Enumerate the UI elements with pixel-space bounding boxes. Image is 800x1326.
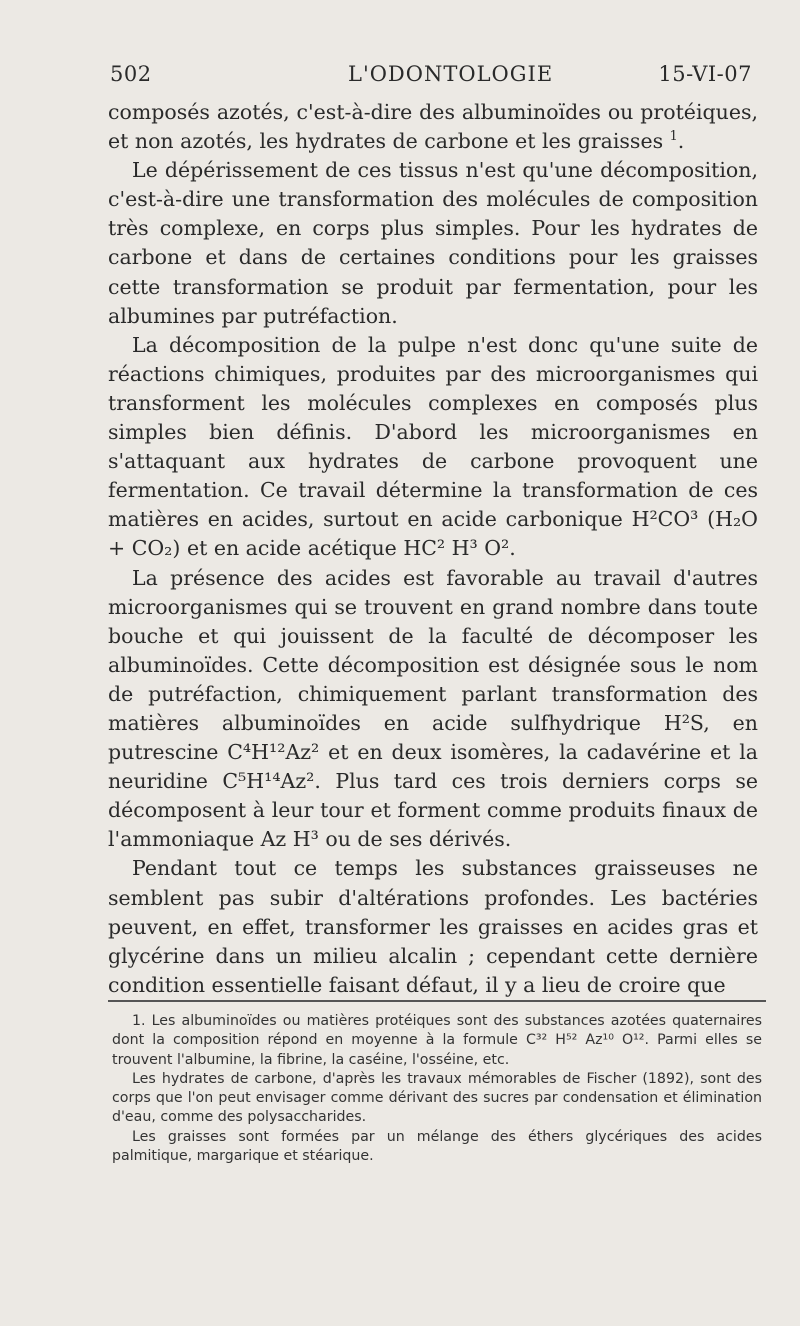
paragraph-2: Le dépérissement de ces tissus n'est qu'une décomposition, c'est-à-dire une transformation des molécules de composition très complexe, en corps plus simples. Pour les hydrates de carbone et dans de certaines conditions pour les graisses cette transformation se produit par fermentation, pour les albumines par putréfaction. — [108, 158, 758, 328]
paragraph-4: La présence des acides est favorable au travail d'autres microorganismes qui se trouvent en grand nombre dans toute bouche et qui jouissent de la faculté de décomposer les albuminoïdes. Cette décomposition est désignée sous le nom de putréfaction, chimiquement parlant transformation des matières albuminoïdes en acide sulfhydrique H²S, en putrescine C⁴H¹²Az² et en deux isomères, la cadavérine et la neuridine C⁵H¹⁴Az². Plus tard ces trois derniers corps se décomposent à leur tour et forment comme produits finaux de l'ammoniaque Az H³ ou de ses dérivés. — [108, 565, 758, 852]
footnote-1: 1. Les albuminoïdes ou matières protéiques sont des substances azotées quaternaires dont la composition répond en moyenne à la formule C³² H⁵² Az¹⁰ O¹². Parmi elles se trouvent l'albumine, la fibrine, la caséine, l'osséine, etc. — [112, 1013, 762, 1068]
formula-albuminoid: C³² H⁵² Az¹⁰ O¹². — [525, 1032, 650, 1049]
formula-h2s: H²S — [663, 710, 704, 735]
footnote-ref: 1 — [669, 128, 678, 144]
footnote-1-fats: Les graisses sont formées par un mélange des éthers glycériques des acides palmitique, margarique et stéarique. — [112, 1128, 762, 1165]
journal-title: L'ODONTOLOGIE — [348, 62, 554, 86]
running-header — [108, 62, 758, 90]
body-text — [108, 98, 758, 1000]
paragraph-3: La décomposition de la pulpe n'est donc qu'une suite de réactions chimiques, produites par des microorganismes qui transforment les molécules complexes en composés plus simples bien définis. D'abord les microorganismes en s'attaquant aux hydrates de carbone provoquent une fermentation. Ce travail détermine la transformation de ces matières en acides, surtout en acide carbonique H²CO³ (H₂O + CO₂) et en acide acétique HC² H³ O². — [108, 332, 758, 561]
paragraph-5: Pendant tout ce temps les substances graisseuses ne semblent pas subir d'altérations profondes. Les bactéries peuvent, en effet, transformer les graisses en acides gras et glycérine dans un milieu alcalin ; cependant cette dernière condition essentielle faisant défaut, il y a lieu de croire que — [108, 856, 758, 997]
paragraph-1: composés azotés, c'est-à-dire des albuminoïdes ou protéiques, et non azotés, les hydrates de carbone et les graisses $^1$. — [108, 100, 758, 154]
footnotes — [112, 1012, 762, 1166]
page-number: 502 — [110, 62, 152, 86]
formula-neuridine: C⁵H¹⁴Az². — [222, 769, 321, 794]
formula-ammonia: Az H³ — [260, 827, 319, 852]
formula-acetic-acid: HC² H³ O². — [403, 536, 516, 561]
footnote-1-carbohydrates: Les hydrates de carbone, d'après les travaux mémorables de Fischer (1892), sont des corps que l'on peut envisager comme dérivant des sucres par condensation et élimination d'eau, comme des polysaccharides. — [112, 1070, 762, 1126]
issue-date: 15-VI-07 — [658, 62, 752, 86]
footnote-divider — [108, 1000, 766, 1002]
formula-carbonic-acid: H²CO³ (H₂O + CO₂) — [108, 507, 758, 561]
formula-putrescine: C⁴H¹²Az² — [227, 740, 320, 765]
